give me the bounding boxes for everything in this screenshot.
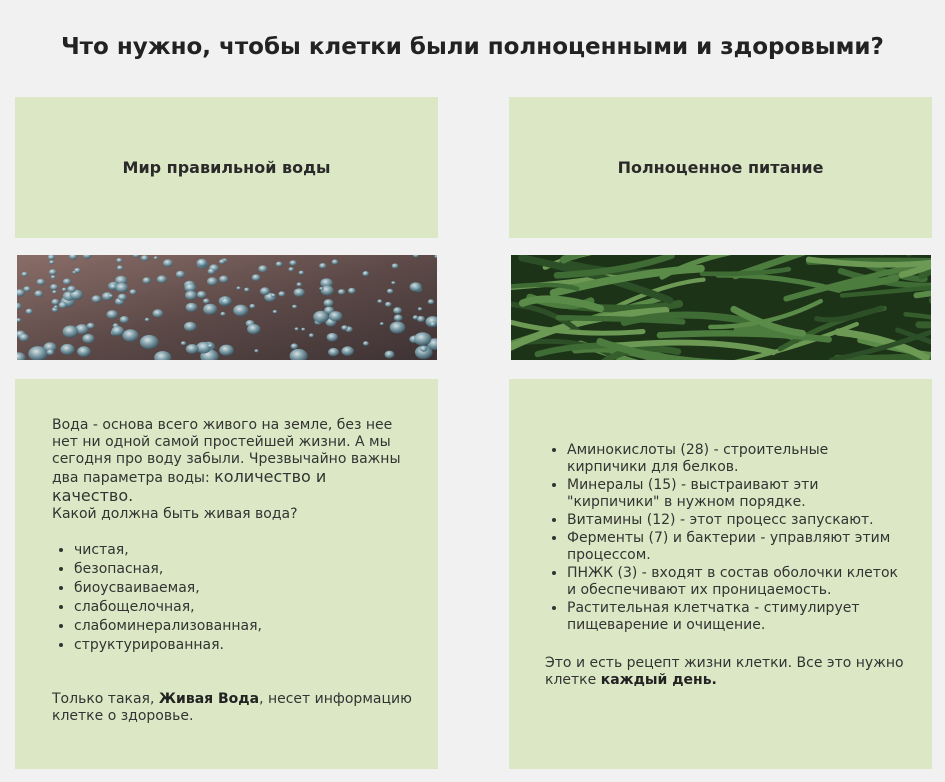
water-question: Какой должна быть живая вода? <box>52 506 298 522</box>
water-content-card <box>15 379 438 769</box>
list-item: • чистая, <box>74 542 412 559</box>
water-heading: Мир правильной воды <box>122 158 331 177</box>
water-intro-text: Вода - основа всего живого на земле, без нее нет ни одной самой простейшей жизни. А мы сегодня про воду забыли. Чрезвычайно важны два параметра воды: <box>52 417 401 486</box>
nutrition-outro <box>545 655 905 689</box>
nutrition-list <box>545 442 905 634</box>
list-item: • Аминокислоты (28) - строительные кирпичики для белков. <box>567 442 905 476</box>
nutrition-content-card <box>509 379 932 769</box>
water-outro <box>52 691 412 725</box>
list-item: • безопасная, <box>74 561 412 578</box>
water-drops-photo <box>17 255 437 360</box>
list-item: • Минералы (15) - выстраивают эти "кирпичики" в нужном порядке. <box>567 477 905 511</box>
water-intro <box>52 417 412 506</box>
list-item: • Ферменты (7) и бактерии - управляют этим процессом. <box>567 530 905 564</box>
list-item: • ПНЖК (3) - входят в состав оболочки клеток и обеспечивают их проницаемость. <box>567 565 905 599</box>
nutrition-outro-emphasis: каждый день. <box>600 672 717 688</box>
nutrition-heading: Полноценное питание <box>617 158 824 177</box>
list-item: • слабоминерализованная, <box>74 618 412 635</box>
water-outro-text-end: , несет информацию клетке о здоровье. <box>52 691 412 724</box>
page-title: Что нужно, чтобы клетки были полноценными и здоровыми? <box>61 34 884 60</box>
nutrition-header-card <box>509 97 932 238</box>
water-header-card <box>15 97 438 238</box>
list-item: • Витамины (12) - этот процесс запускают. <box>567 512 905 529</box>
list-item: • структурированная. <box>74 637 412 654</box>
water-qualities-list <box>52 542 412 654</box>
list-item: • слабощелочная, <box>74 599 412 616</box>
list-item: • биоусваиваемая, <box>74 580 412 597</box>
green-beans-photo <box>511 255 931 360</box>
list-item: • Растительная клетчатка - стимулирует пищеварение и очищение. <box>567 600 905 634</box>
water-outro-text: Только такая, <box>52 691 159 707</box>
water-outro-emphasis: Живая Вода <box>158 691 260 707</box>
water-intro-emphasis: количество и качество. <box>52 467 327 505</box>
nutrition-outro-text: Это и есть рецепт жизни клетки. Все это нужно клетке <box>545 655 904 688</box>
